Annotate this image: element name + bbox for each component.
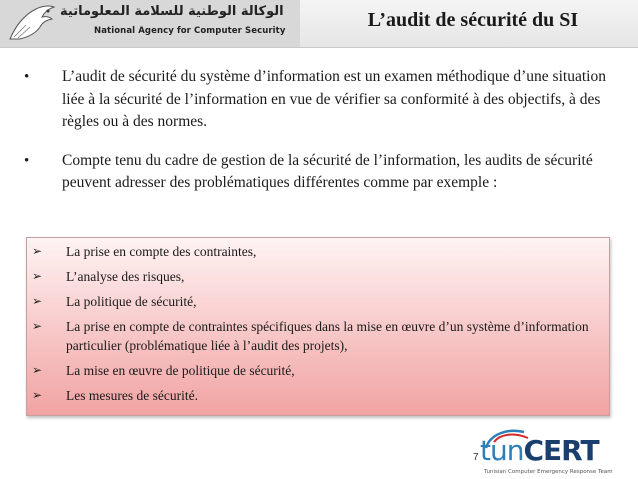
bullet-text: L’audit de sécurité du système d’information est un examen méthodique d’une situation liée à la sécurité de l’information en vue de vérifier sa conformité à des objectifs, à des règles ou à des normes.	[62, 68, 606, 130]
slide-header	[0, 0, 638, 48]
list-item-text: La prise en compte de contraintes spécifiques dans la mise en œuvre d’un système d’information particulier (problématique liée à l’audit des projets),	[66, 319, 589, 353]
list-item-text: Les mesures de sécurité.	[66, 388, 198, 403]
bullet-text: Compte tenu du cadre de gestion de la sécurité de l’information, les audits de sécurité peuvent adresser des problématiques différentes comme par exemple :	[62, 151, 593, 191]
bullet-item	[24, 150, 624, 195]
bullet-item	[24, 66, 624, 134]
org-logo	[0, 0, 300, 47]
arrow-bullet-icon: ➢	[32, 388, 43, 402]
arrow-bullet-icon: ➢	[32, 269, 43, 283]
examples-box	[26, 237, 610, 416]
list-item	[31, 292, 603, 311]
logo-tun: tun	[480, 434, 524, 467]
list-item	[31, 386, 603, 405]
eagle-emblem-icon	[6, 3, 58, 44]
logo-cert: CERT	[523, 434, 599, 467]
list-item	[31, 361, 603, 380]
list-item	[31, 242, 603, 261]
bullet-marker: •	[24, 69, 30, 85]
list-item	[31, 267, 603, 286]
examples-list	[31, 242, 603, 411]
logo-tagline: Tunisian Computer Emergency Response Team	[484, 469, 613, 475]
slide-title: L’audit de sécurité du SI	[367, 9, 579, 31]
list-item-text: La mise en œuvre de politique de sécurité,	[66, 363, 295, 378]
page-number: 7	[473, 452, 479, 463]
arrow-bullet-icon: ➢	[32, 294, 43, 308]
arrow-bullet-icon: ➢	[32, 319, 43, 333]
list-item	[31, 317, 603, 355]
list-item-text: La politique de sécurité,	[66, 294, 197, 309]
tuncert-logo	[480, 426, 636, 478]
arrow-bullet-icon: ➢	[32, 363, 43, 377]
main-bullet-list	[24, 66, 624, 211]
arrow-bullet-icon: ➢	[32, 244, 43, 258]
logo-wordmark	[480, 434, 599, 467]
list-item-text: La prise en compte des contraintes,	[66, 244, 257, 259]
list-item-text: L’analyse des risques,	[66, 269, 185, 284]
org-name-english: National Agency for Computer Security	[94, 26, 286, 36]
org-name-arabic: الوكالة الوطنية للسلامة المعلوماتية	[60, 4, 284, 19]
bullet-marker: •	[24, 152, 30, 169]
